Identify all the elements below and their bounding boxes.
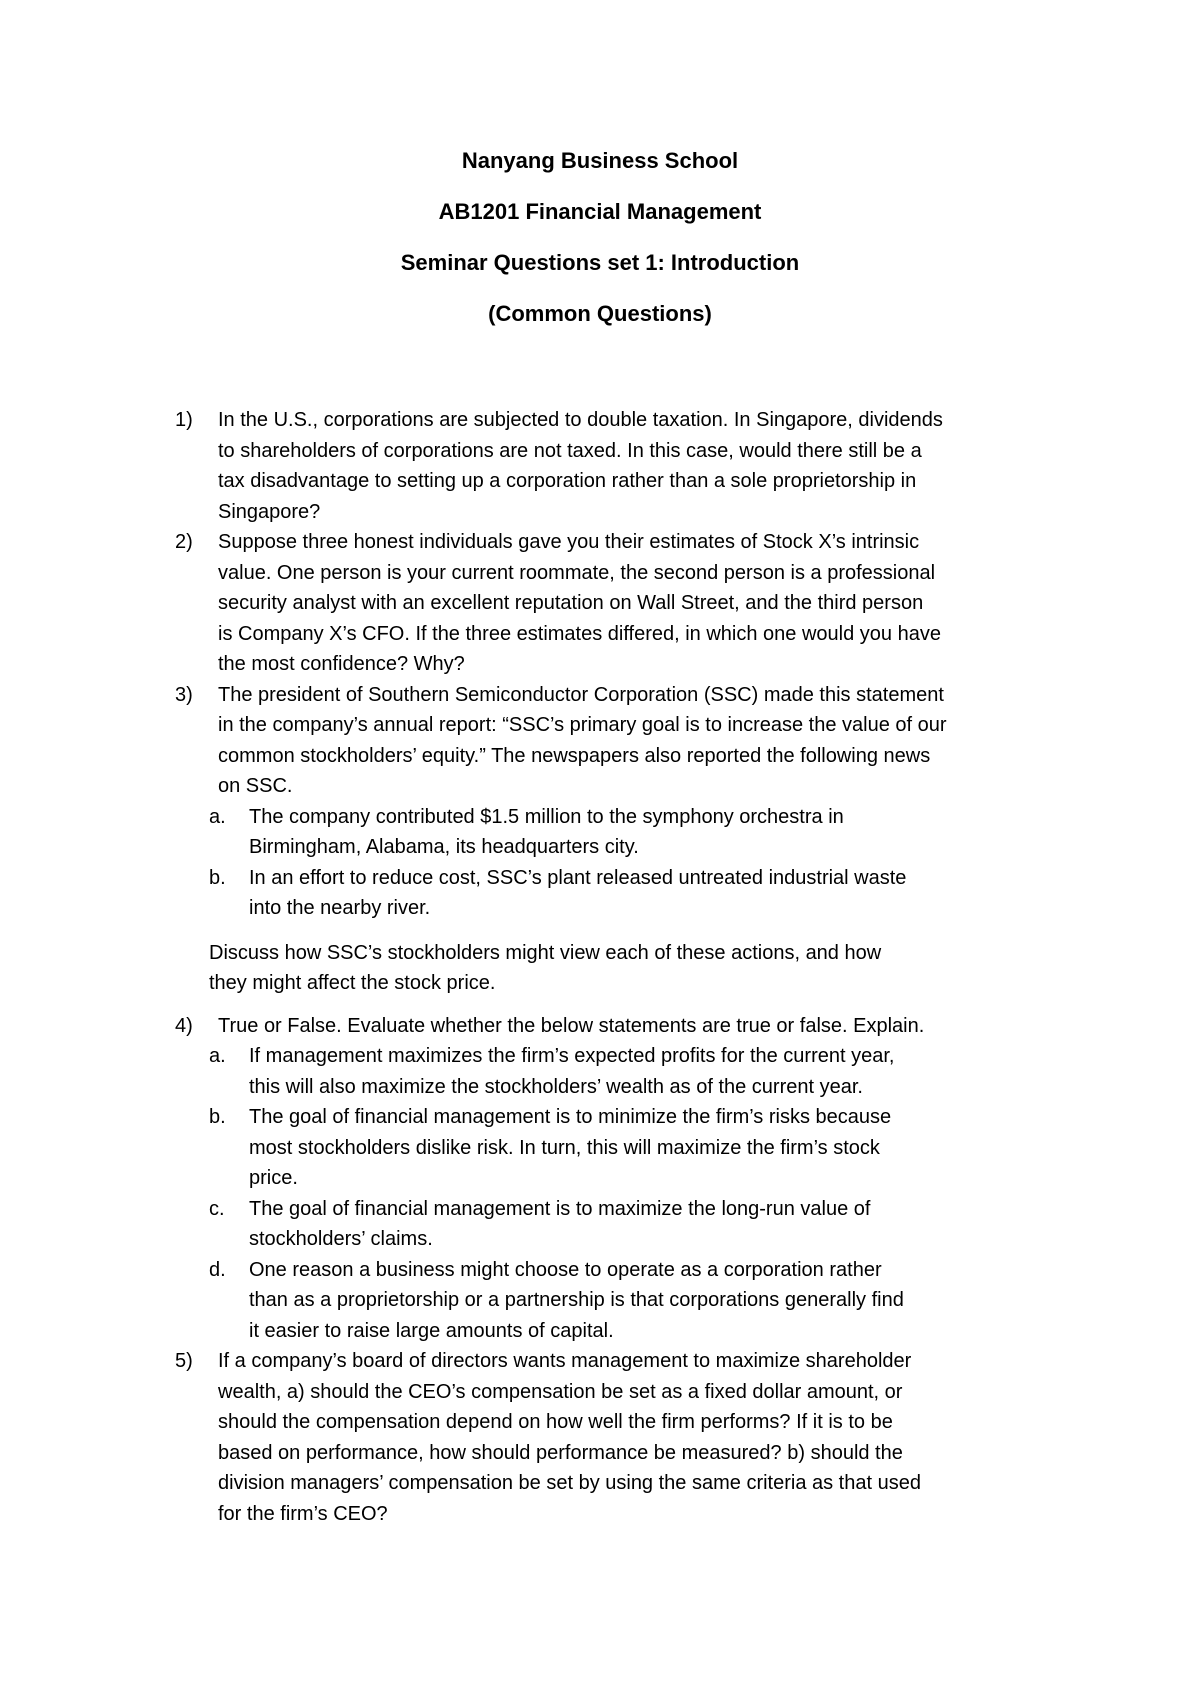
text-line: If a company’s board of directors wants management to maximize shareholder <box>218 1350 912 1372</box>
question-item <box>175 1346 1075 1529</box>
sub-question-text <box>249 1102 1075 1194</box>
sub-question-letter: a. <box>209 805 226 828</box>
text-line: Birmingham, Alabama, its headquarters city. <box>249 836 639 858</box>
text-line: the most confidence? Why? <box>218 653 465 675</box>
sub-question-item <box>175 1102 1075 1194</box>
text-line: it easier to raise large amounts of capital. <box>249 1319 614 1342</box>
text-line: stockholders’ claims. <box>249 1228 433 1250</box>
text-line: based on performance, how should performance be measured? b) should the <box>218 1441 903 1464</box>
question-number: 1) <box>175 409 193 431</box>
question-text <box>218 1011 1075 1042</box>
sub-question-letter: a. <box>209 1045 226 1067</box>
text-line: The company contributed $1.5 million to the symphony orchestra in <box>249 805 844 828</box>
question-type: (Common Questions) <box>488 301 712 326</box>
question-number: 2) <box>175 531 193 553</box>
discussion-prompt <box>209 938 1075 999</box>
sub-question-text <box>249 1194 1075 1255</box>
sub-question-text <box>249 863 1075 924</box>
sub-question-text <box>249 1041 1075 1102</box>
question-number: 5) <box>175 1350 193 1372</box>
spacer <box>175 999 1075 1011</box>
text-line: they might affect the stock price. <box>209 972 496 994</box>
text-line: The goal of financial management is to maximize the long-run value of <box>249 1197 871 1220</box>
question-text <box>218 405 1075 527</box>
text-line: on SSC. <box>218 775 293 797</box>
sub-question-text <box>249 802 1075 863</box>
text-line: If management maximizes the firm’s expected profits for the current year, <box>249 1045 895 1067</box>
text-line: to shareholders of corporations are not taxed. In this case, would there still be a <box>218 439 922 462</box>
sub-question-item <box>175 802 1075 863</box>
text-line: tax disadvantage to setting up a corporation rather than a sole proprietorship in <box>218 470 917 492</box>
text-line: True or False. Evaluate whether the below statements are true or false. Explain. <box>218 1014 925 1037</box>
text-line: One reason a business might choose to operate as a corporation rather <box>249 1258 882 1281</box>
school-name: Nanyang Business School <box>461 148 739 173</box>
sub-question-list <box>175 802 1075 924</box>
document-header <box>0 148 1200 352</box>
question-list <box>175 405 1075 1529</box>
sub-question-item <box>175 1194 1075 1255</box>
text-line: price. <box>249 1167 298 1189</box>
question-text <box>218 1346 1075 1529</box>
sub-question-letter: c. <box>209 1197 225 1220</box>
seminar-title: Seminar Questions set 1: Introduction <box>400 250 800 275</box>
text-line: in the company’s annual report: “SSC’s primary goal is to increase the value of our <box>218 714 947 736</box>
course-title: AB1201 Financial Management <box>438 199 762 224</box>
text-line: The president of Southern Semiconductor Corporation (SSC) made this statement <box>218 683 944 706</box>
text-line: Singapore? <box>218 500 321 523</box>
question-number: 4) <box>175 1014 193 1037</box>
text-line: Discuss how SSC’s stockholders might view each of these actions, and how <box>209 941 882 964</box>
sub-question-list <box>175 1041 1075 1346</box>
sub-question-text <box>249 1255 1075 1347</box>
question-text <box>218 527 1075 680</box>
text-line: In the U.S., corporations are subjected to double taxation. In Singapore, dividends <box>218 409 943 431</box>
text-line: this will also maximize the stockholders’ wealth as of the current year. <box>249 1075 863 1098</box>
text-line: wealth, a) should the CEO’s compensation be set as a fixed dollar amount, or <box>218 1380 903 1403</box>
text-line: Suppose three honest individuals gave you their estimates of Stock X’s intrinsic <box>218 531 920 553</box>
text-line: The goal of financial management is to minimize the firm’s risks because <box>249 1106 892 1128</box>
text-line: is Company X’s CFO. If the three estimates differed, in which one would you have <box>218 622 941 645</box>
text-line: common stockholders’ equity.” The newspapers also reported the following news <box>218 744 931 767</box>
sub-question-letter: b. <box>209 1106 226 1128</box>
text-line: value. One person is your current roommate, the second person is a professional <box>218 561 936 584</box>
question-item <box>175 527 1075 680</box>
text-line: security analyst with an excellent reputation on Wall Street, and the third person <box>218 592 924 614</box>
sub-question-item <box>175 1255 1075 1347</box>
question-number: 3) <box>175 683 193 706</box>
text-line: than as a proprietorship or a partnership is that corporations generally find <box>249 1289 904 1311</box>
text-line: into the nearby river. <box>249 897 431 919</box>
sub-question-letter: b. <box>209 866 226 889</box>
sub-question-letter: d. <box>209 1258 226 1281</box>
sub-question-item <box>175 1041 1075 1102</box>
question-item <box>175 1011 1075 1042</box>
question-item <box>175 680 1075 802</box>
text-line: In an effort to reduce cost, SSC’s plant released untreated industrial waste <box>249 866 907 889</box>
question-text <box>218 680 1075 802</box>
question-item <box>175 405 1075 527</box>
text-line: should the compensation depend on how well the firm performs? If it is to be <box>218 1411 893 1433</box>
sub-question-item <box>175 863 1075 924</box>
text-line: most stockholders dislike risk. In turn, this will maximize the firm’s stock <box>249 1136 880 1159</box>
text-line: for the firm’s CEO? <box>218 1502 388 1525</box>
text-line: division managers’ compensation be set by using the same criteria as that used <box>218 1472 921 1494</box>
